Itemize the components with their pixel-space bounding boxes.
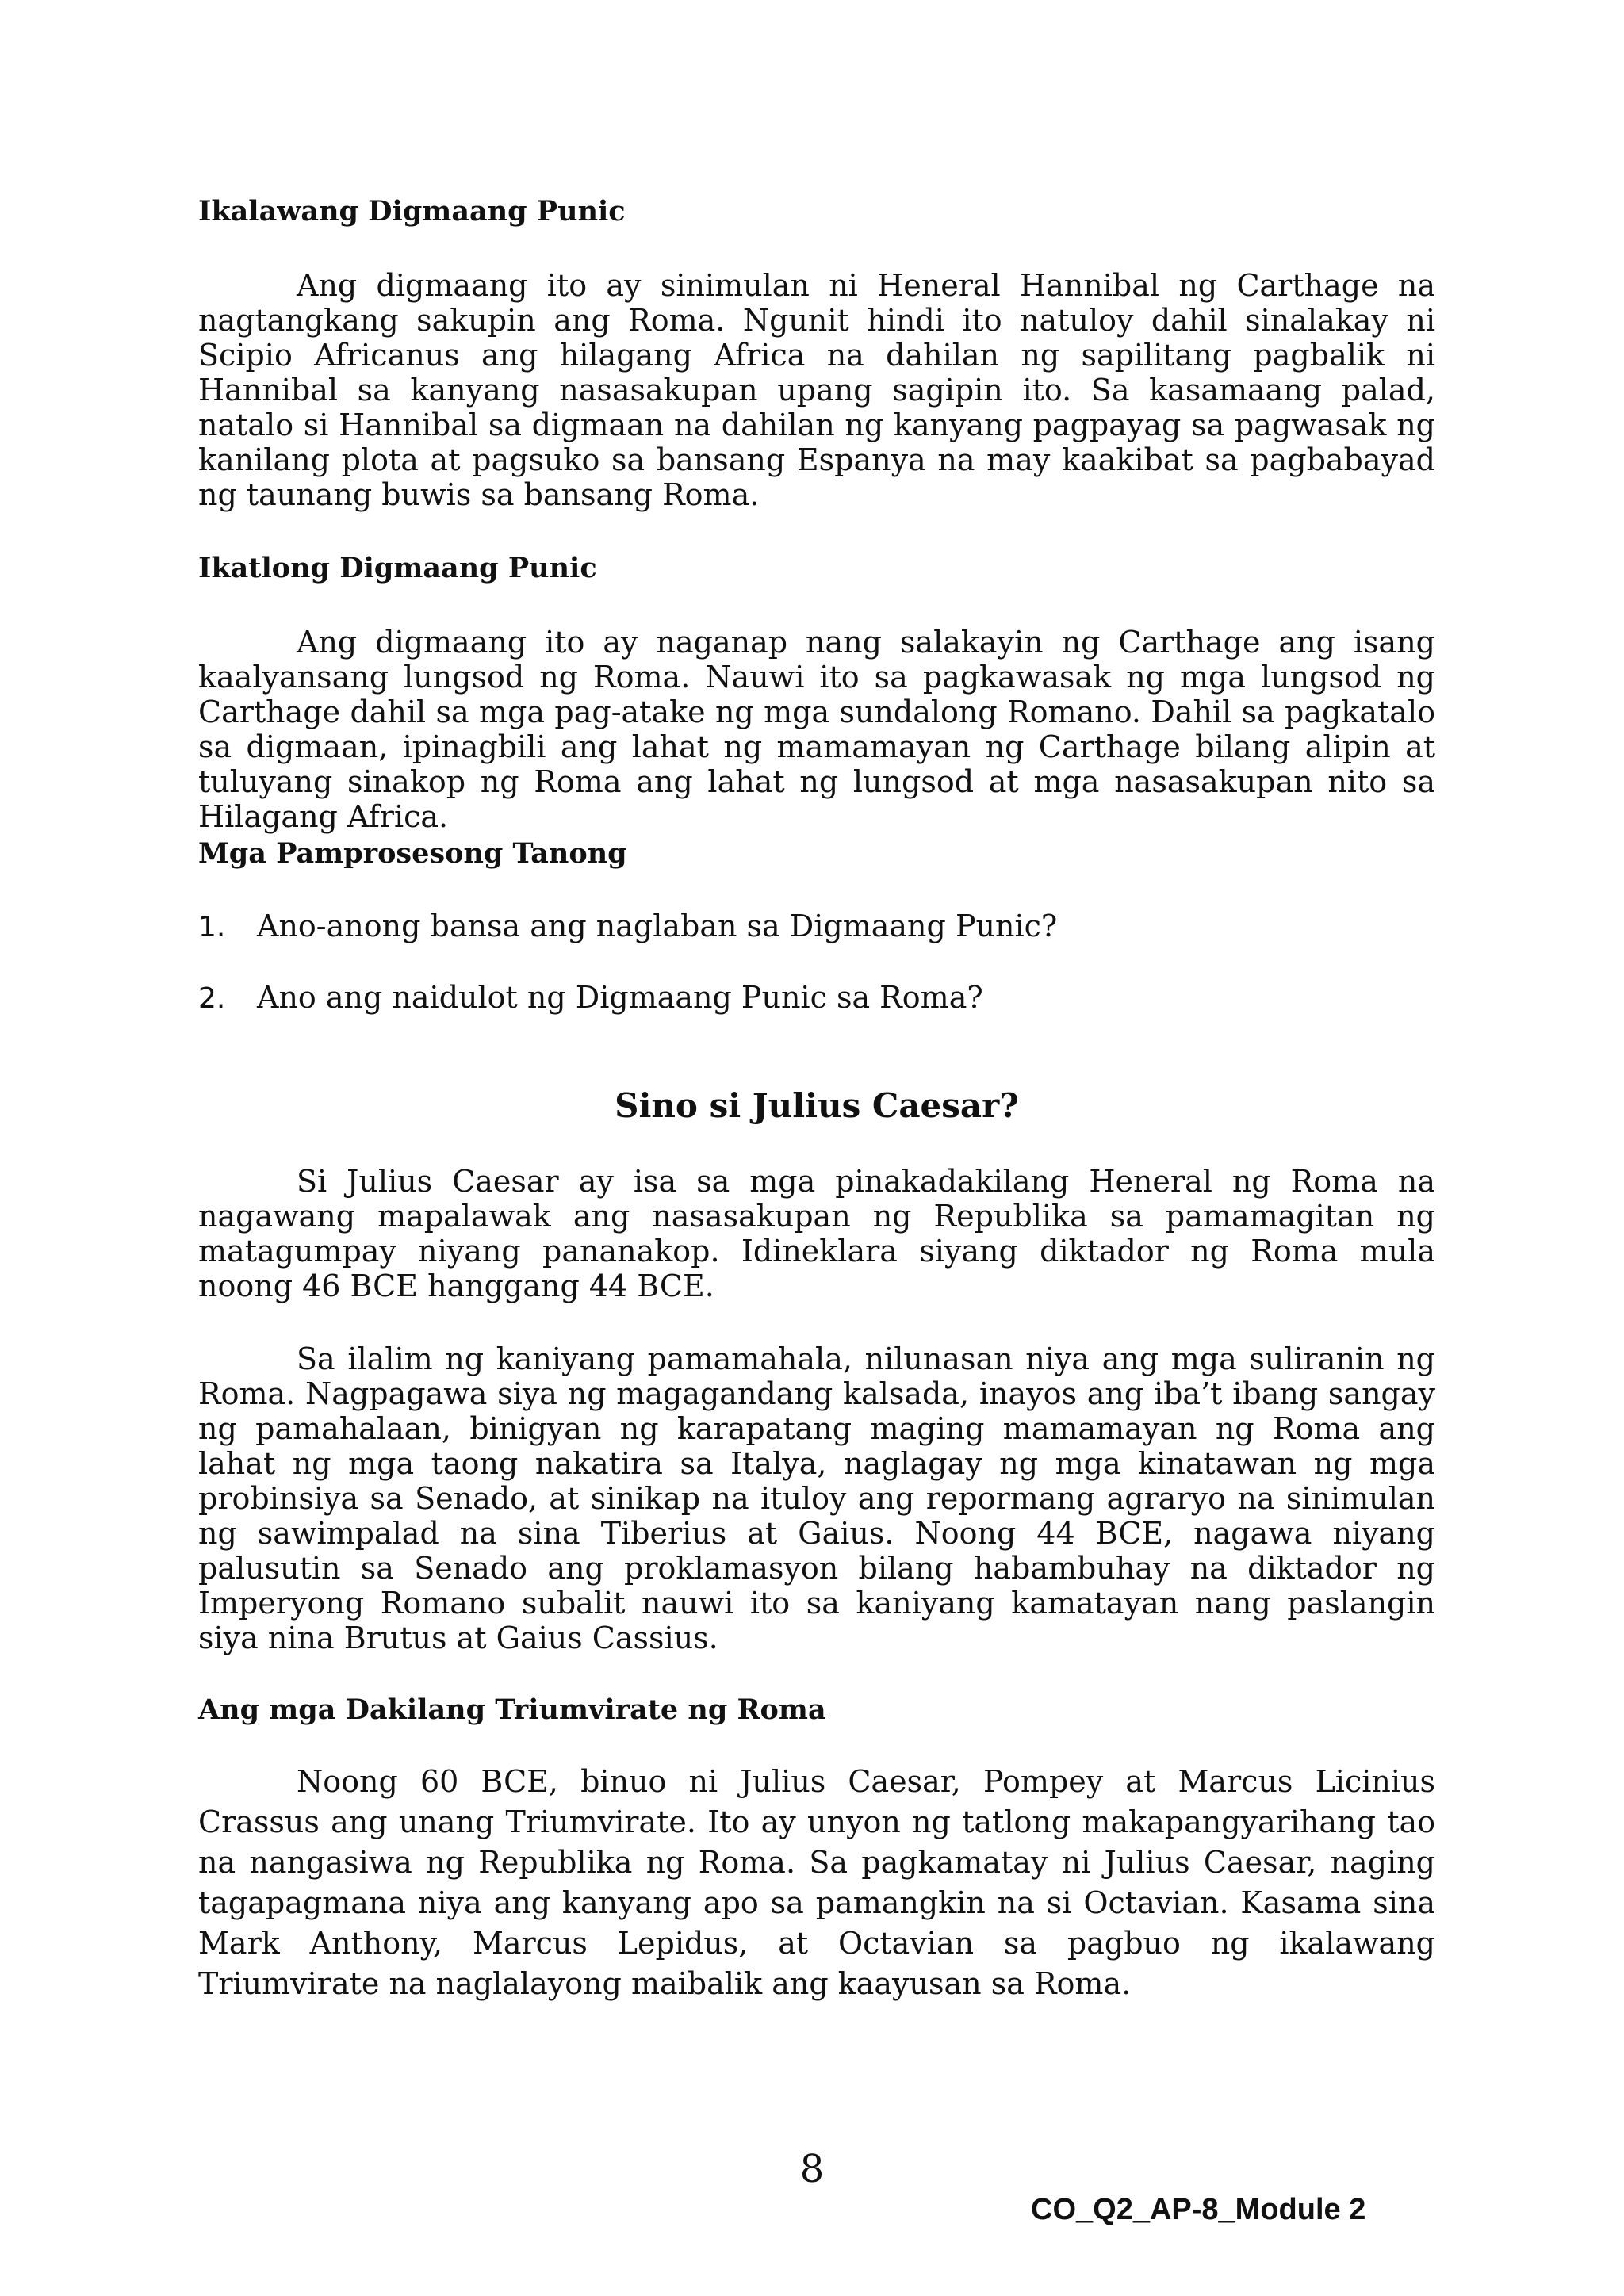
paragraph-ikatlong-digmaang-punic: Ang digmaang ito ay naganap nang salakayin ng Carthage ang isang kaalyansang lungsod ng Roma. Nauwi ito sa pagkawasak ng mga lungsod ng Carthage dahil sa mga pag-atake ng mga sundalong Romano. Dahil sa pagkatalo sa digmaan, ipinagbili ang lahat ng mamamayan ng Carthage bilang alipin at tuluyang sinakop ng Roma ang lahat ng lungsod at mga nasasakupan nito sa Hilagang Africa. — [198, 625, 1435, 834]
heading-pamprosesong-tanong: Mga Pamprosesong Tanong — [198, 837, 627, 870]
paragraph-ikalawang-digmaang-punic: Ang digmaang ito ay sinimulan ni Heneral Hannibal ng Carthage na nagtangkang sakupin ang Roma. Ngunit hindi ito natuloy dahil sinalakay ni Scipio Africanus ang hilagang Africa na dahilan ng sapilitang pagbalik ni Hannibal sa kanyang nasasakupan upang sagipin ito. Sa kasamaang palad, natalo si Hannibal sa digmaan na dahilan ng kanyang pagpayag sa pagwasak ng kanilang plota at pagsuko sa bansang Espanya na may kaakibat sa pagbabayad ng taunang buwis sa bansang Roma. — [198, 268, 1435, 512]
heading-ikalawang-digmaang-punic: Ikalawang Digmaang Punic — [198, 195, 626, 228]
page-number: 8 — [799, 2147, 825, 2191]
paragraph-julius-caesar-intro: Si Julius Caesar ay isa sa mga pinakadakilang Heneral ng Roma na nagawang mapalawak ang nasasakupan ng Republika sa pamamagitan ng matagumpay niyang pananakop. Idineklara siyang diktador ng Roma mula noong 46 BCE hanggang 44 BCE. — [198, 1164, 1435, 1303]
question-item-2 — [198, 980, 983, 1016]
question-number: 2. — [198, 982, 226, 1015]
heading-ikatlong-digmaang-punic: Ikatlong Digmaang Punic — [198, 552, 597, 584]
question-text: Ano-anong bansa ang naglaban sa Digmaang Punic? — [257, 909, 1058, 943]
paragraph-julius-caesar-pamamahala: Sa ilalim ng kaniyang pamamahala, nilunasan niya ang mga suliranin ng Roma. Nagpagawa siya ng magagandang kalsada, inayos ang iba’t ibang sangay ng pamahalaan, binigyan ng karapatang maging mamamayan ng Roma ang lahat ng mga taong nakatira sa Italya, naglagay ng mga kinatawan ng mga probinsiya sa Senado, at sinikap na ituloy ang repormang agraryo na sinimulan ng sawimpalad na sina Tiberius at Gaius. Noong 44 BCE, nagawa niyang palusutin sa Senado ang proklamasyon bilang habambuhay na diktador ng Imperyong Romano subalit nauwi ito sa kaniyang kamatayan nang paslangin siya nina Brutus at Gaius Cassius. — [198, 1341, 1435, 1655]
heading-dakilang-triumvirate: Ang mga Dakilang Triumvirate ng Roma — [198, 1693, 826, 1726]
module-code: CO_Q2_AP-8_Module 2 — [1031, 2193, 1366, 2226]
question-text: Ano ang naidulot ng Digmaang Punic sa Roma? — [257, 980, 983, 1015]
question-item-1 — [198, 909, 1057, 945]
paragraph-dakilang-triumvirate: Noong 60 BCE, binuo ni Julius Caesar, Pompey at Marcus Licinius Crassus ang unang Triumvirate. Ito ay unyon ng tatlong makapangyarihang tao na nangasiwa ng Republika ng Roma. Sa pagkamatay ni Julius Caesar, naging tagapagmana niya ang kanyang apo sa pamangkin na si Octavian. Kasama sina Mark Anthony, Marcus Lepidus, at Octavian sa pagbuo ng ikalawang Triumvirate na naglalayong maibalik ang kaayusan sa Roma. — [198, 1764, 1435, 2001]
question-number: 1. — [198, 911, 226, 943]
title-sino-si-julius-caesar: Sino si Julius Caesar? — [615, 1086, 1019, 1125]
